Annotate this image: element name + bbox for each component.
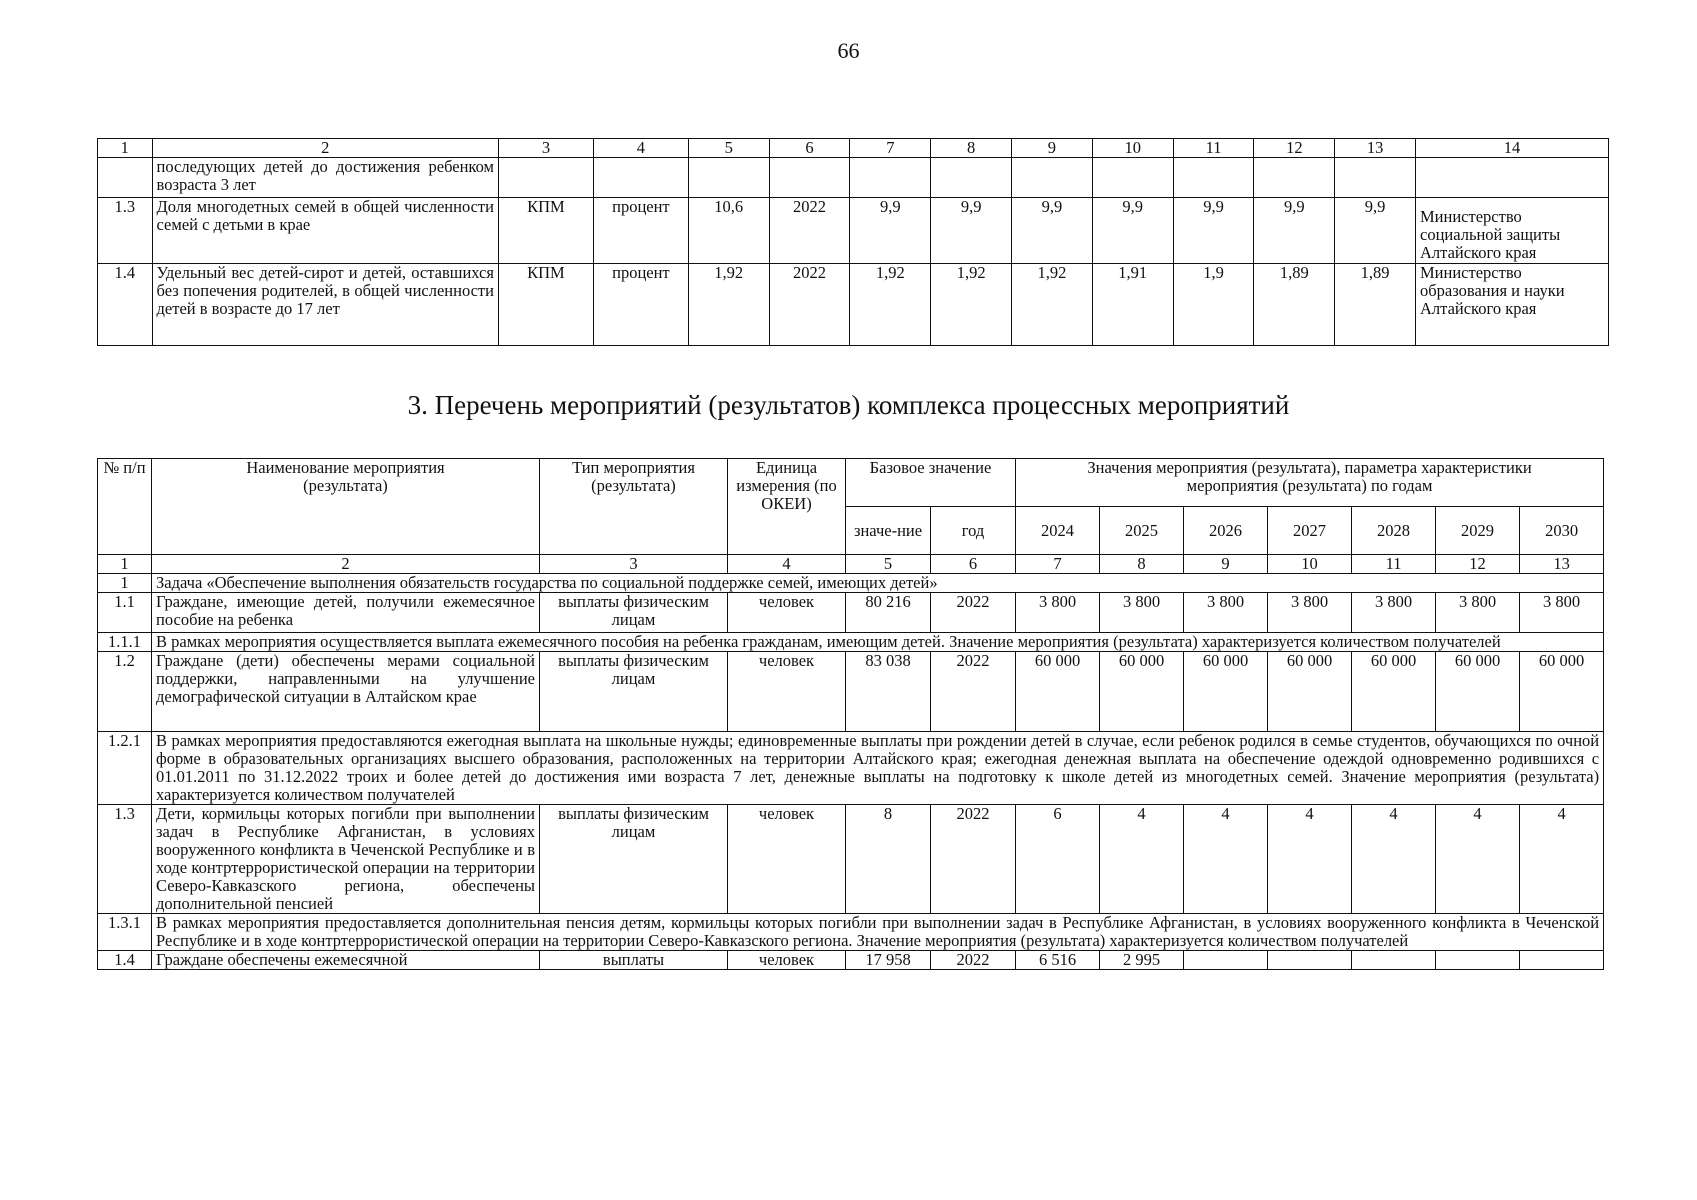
header-values: Значения мероприятия (результата), параметра характеристики мероприятия (результата) по годам [1016, 459, 1604, 507]
col-num: 13 [1335, 139, 1416, 158]
col-num: 4 [728, 555, 846, 574]
activity-type: выплаты физическим лицам [540, 652, 728, 732]
task-text: Задача «Обеспечение выполнения обязательств государства по социальной поддержке семей, имеющих детей» [152, 574, 1604, 593]
col-num: 6 [931, 555, 1016, 574]
col-num: 10 [1268, 555, 1352, 574]
row-number: 1.3 [98, 805, 152, 914]
header-unit: Единица измерения (по ОКЕИ) [728, 459, 846, 555]
table-row [98, 593, 1604, 633]
unit: человек [728, 593, 846, 633]
year-value: 1,89 [1335, 264, 1416, 346]
row-number: 1.1 [98, 593, 152, 633]
col-num: 9 [1184, 555, 1268, 574]
note-text: В рамках мероприятия предоставляется дополнительная пенсия детям, кормильцы которых погибли при выполнении задач в Республике Афганистан, в условиях вооруженного конфликта в Чеченской Республике и в ходе контртеррористической операции на территории Северо-Кавказского региона. Значение мероприятия (результата) характеризуется количеством получателей [152, 914, 1604, 951]
year-value: 3 800 [1184, 593, 1268, 633]
year-value: 60 000 [1184, 652, 1268, 732]
activity-type: выплаты физическим лицам [540, 805, 728, 914]
indicator-name: Доля многодетных семей в общей численности семей с детьми в крае [152, 198, 498, 264]
year-value: 1,91 [1092, 264, 1173, 346]
row-number [98, 158, 153, 198]
indicator-name: Удельный вес детей-сирот и детей, оставшихся без попечения родителей, в общей численности детей в возрасте до 17 лет [152, 264, 498, 346]
row-number: 1.3 [98, 198, 153, 264]
col-num: 14 [1416, 139, 1609, 158]
page-number: 66 [837, 38, 860, 63]
col-num: 10 [1092, 139, 1173, 158]
responsible-body: Министерство образования и науки Алтайского края [1416, 264, 1609, 346]
year-value: 9,9 [1092, 198, 1173, 264]
header-year: 2028 [1352, 507, 1436, 555]
header-base-value: значе-ние [846, 507, 931, 555]
year-value: 2 995 [1100, 951, 1184, 970]
row-number: 1 [98, 574, 152, 593]
year-value: 3 800 [1436, 593, 1520, 633]
col-num: 7 [850, 139, 931, 158]
header-year: 2029 [1436, 507, 1520, 555]
row-number: 1.4 [98, 951, 152, 970]
activity-type: выплаты [540, 951, 728, 970]
header-base: Базовое значение [846, 459, 1016, 507]
header-year: 2030 [1520, 507, 1604, 555]
col-num: 11 [1173, 139, 1254, 158]
year-value: 60 000 [1268, 652, 1352, 732]
base-year: 2022 [931, 593, 1016, 633]
task-row [98, 574, 1604, 593]
base-year: 2022 [931, 951, 1016, 970]
year-value [1436, 951, 1520, 970]
year-value: 1,92 [931, 264, 1012, 346]
year-value: 6 516 [1016, 951, 1100, 970]
responsible-body: Министерство социальной защиты Алтайского края [1416, 198, 1609, 264]
unit: человек [728, 951, 846, 970]
indicator-level: КПМ [498, 264, 593, 346]
table-row [98, 951, 1604, 970]
base-year: 2022 [769, 264, 850, 346]
col-num: 3 [498, 139, 593, 158]
year-value: 9,9 [931, 198, 1012, 264]
col-num: 13 [1520, 555, 1604, 574]
table-row [98, 158, 1609, 198]
base-year: 2022 [769, 198, 850, 264]
activity-type: выплаты физическим лицам [540, 593, 728, 633]
year-value: 1,9 [1173, 264, 1254, 346]
row-number: 1.1.1 [98, 633, 152, 652]
activity-name: Граждане обеспечены ежемесячной [152, 951, 540, 970]
row-number: 1.2.1 [98, 732, 152, 805]
note-row [98, 914, 1604, 951]
year-value: 4 [1184, 805, 1268, 914]
note-text: В рамках мероприятия предоставляются ежегодная выплата на школьные нужды; единовременные выплаты при рождении детей в случае, если ребенок родился в семье студентов, обучающихся по очной форме в образовательных организациях высшего образования, расположенных на территории Алтайского края; ежегодная денежная выплата на обеспечение одеждой одновременно родившихся с 01.01.2011 по 31.12.2022 троих и более детей до достижения ими возраста 7 лет, денежные выплаты на подготовку к школе детей из многодетных семей. Значение мероприятия (результата) характеризуется количеством получателей [152, 732, 1604, 805]
table-row [98, 198, 1609, 264]
base-value: 80 216 [846, 593, 931, 633]
note-row [98, 633, 1604, 652]
header-base-year: год [931, 507, 1016, 555]
col-num: 1 [98, 139, 153, 158]
indicator-name: последующих детей до достижения ребенком возраста 3 лет [152, 158, 498, 198]
col-num: 11 [1352, 555, 1436, 574]
year-value: 3 800 [1520, 593, 1604, 633]
activity-name: Граждане (дети) обеспечены мерами социальной поддержки, направленными на улучшение демографической ситуации в Алтайском крае [152, 652, 540, 732]
note-row [98, 732, 1604, 805]
header-year: 2025 [1100, 507, 1184, 555]
year-value: 4 [1268, 805, 1352, 914]
year-value: 3 800 [1100, 593, 1184, 633]
row-number: 1.4 [98, 264, 153, 346]
year-value: 1,89 [1254, 264, 1335, 346]
col-num: 2 [152, 139, 498, 158]
year-value: 9,9 [850, 198, 931, 264]
year-value: 9,9 [1012, 198, 1093, 264]
base-year: 2022 [931, 652, 1016, 732]
col-num: 12 [1436, 555, 1520, 574]
activity-name: Дети, кормильцы которых погибли при выполнении задач в Республике Афганистан, в условиях вооруженного конфликта в Чеченской Республике и в ходе контртеррористической операции на территории Северо-Кавказского региона, обеспечены дополнительной пенсией [152, 805, 540, 914]
header-num: № п/п [98, 459, 152, 555]
year-value: 3 800 [1352, 593, 1436, 633]
header-year: 2024 [1016, 507, 1100, 555]
year-value: 9,9 [1173, 198, 1254, 264]
year-value: 6 [1016, 805, 1100, 914]
year-value: 9,9 [1254, 198, 1335, 264]
unit: процент [593, 264, 688, 346]
year-value: 4 [1520, 805, 1604, 914]
header-name: Наименование мероприятия (результата) [152, 459, 540, 555]
year-value: 60 000 [1520, 652, 1604, 732]
year-value [1520, 951, 1604, 970]
year-value: 4 [1100, 805, 1184, 914]
header-year: 2027 [1268, 507, 1352, 555]
unit: процент [593, 198, 688, 264]
col-num: 5 [846, 555, 931, 574]
year-value [1352, 951, 1436, 970]
col-num: 8 [1100, 555, 1184, 574]
column-number-row [98, 555, 1604, 574]
indicator-level: КПМ [498, 198, 593, 264]
row-number: 1.3.1 [98, 914, 152, 951]
col-num: 9 [1012, 139, 1093, 158]
year-value: 4 [1436, 805, 1520, 914]
col-num: 7 [1016, 555, 1100, 574]
year-value: 3 800 [1016, 593, 1100, 633]
col-num: 4 [593, 139, 688, 158]
column-number-row [98, 139, 1609, 158]
year-value: 60 000 [1016, 652, 1100, 732]
indicators-table [97, 138, 1609, 346]
header-type: Тип мероприятия (результата) [540, 459, 728, 555]
table-row [98, 264, 1609, 346]
unit: человек [728, 652, 846, 732]
base-value: 17 958 [846, 951, 931, 970]
base-year: 2022 [931, 805, 1016, 914]
col-num: 8 [931, 139, 1012, 158]
table-row [98, 805, 1604, 914]
col-num: 12 [1254, 139, 1335, 158]
row-number: 1.2 [98, 652, 152, 732]
base-value: 10,6 [688, 198, 769, 264]
section-title: 3. Перечень мероприятий (результатов) комплекса процессных мероприятий [407, 390, 1290, 420]
col-num: 3 [540, 555, 728, 574]
header-row [98, 459, 1604, 507]
col-num: 2 [152, 555, 540, 574]
year-value: 1,92 [1012, 264, 1093, 346]
year-value: 60 000 [1100, 652, 1184, 732]
header-year: 2026 [1184, 507, 1268, 555]
year-value: 60 000 [1352, 652, 1436, 732]
activity-name: Граждане, имеющие детей, получили ежемесячное пособие на ребенка [152, 593, 540, 633]
col-num: 6 [769, 139, 850, 158]
table-row [98, 652, 1604, 732]
year-value: 60 000 [1436, 652, 1520, 732]
base-value: 8 [846, 805, 931, 914]
year-value [1268, 951, 1352, 970]
year-value: 1,92 [850, 264, 931, 346]
year-value: 9,9 [1335, 198, 1416, 264]
year-value: 4 [1352, 805, 1436, 914]
note-text: В рамках мероприятия осуществляется выплата ежемесячного пособия на ребенка гражданам, имеющим детей. Значение мероприятия (результата) характеризуется количеством получателей [152, 633, 1604, 652]
base-value: 1,92 [688, 264, 769, 346]
year-value [1184, 951, 1268, 970]
col-num: 1 [98, 555, 152, 574]
col-num: 5 [688, 139, 769, 158]
activities-table [97, 458, 1604, 970]
year-value: 3 800 [1268, 593, 1352, 633]
base-value: 83 038 [846, 652, 931, 732]
unit: человек [728, 805, 846, 914]
